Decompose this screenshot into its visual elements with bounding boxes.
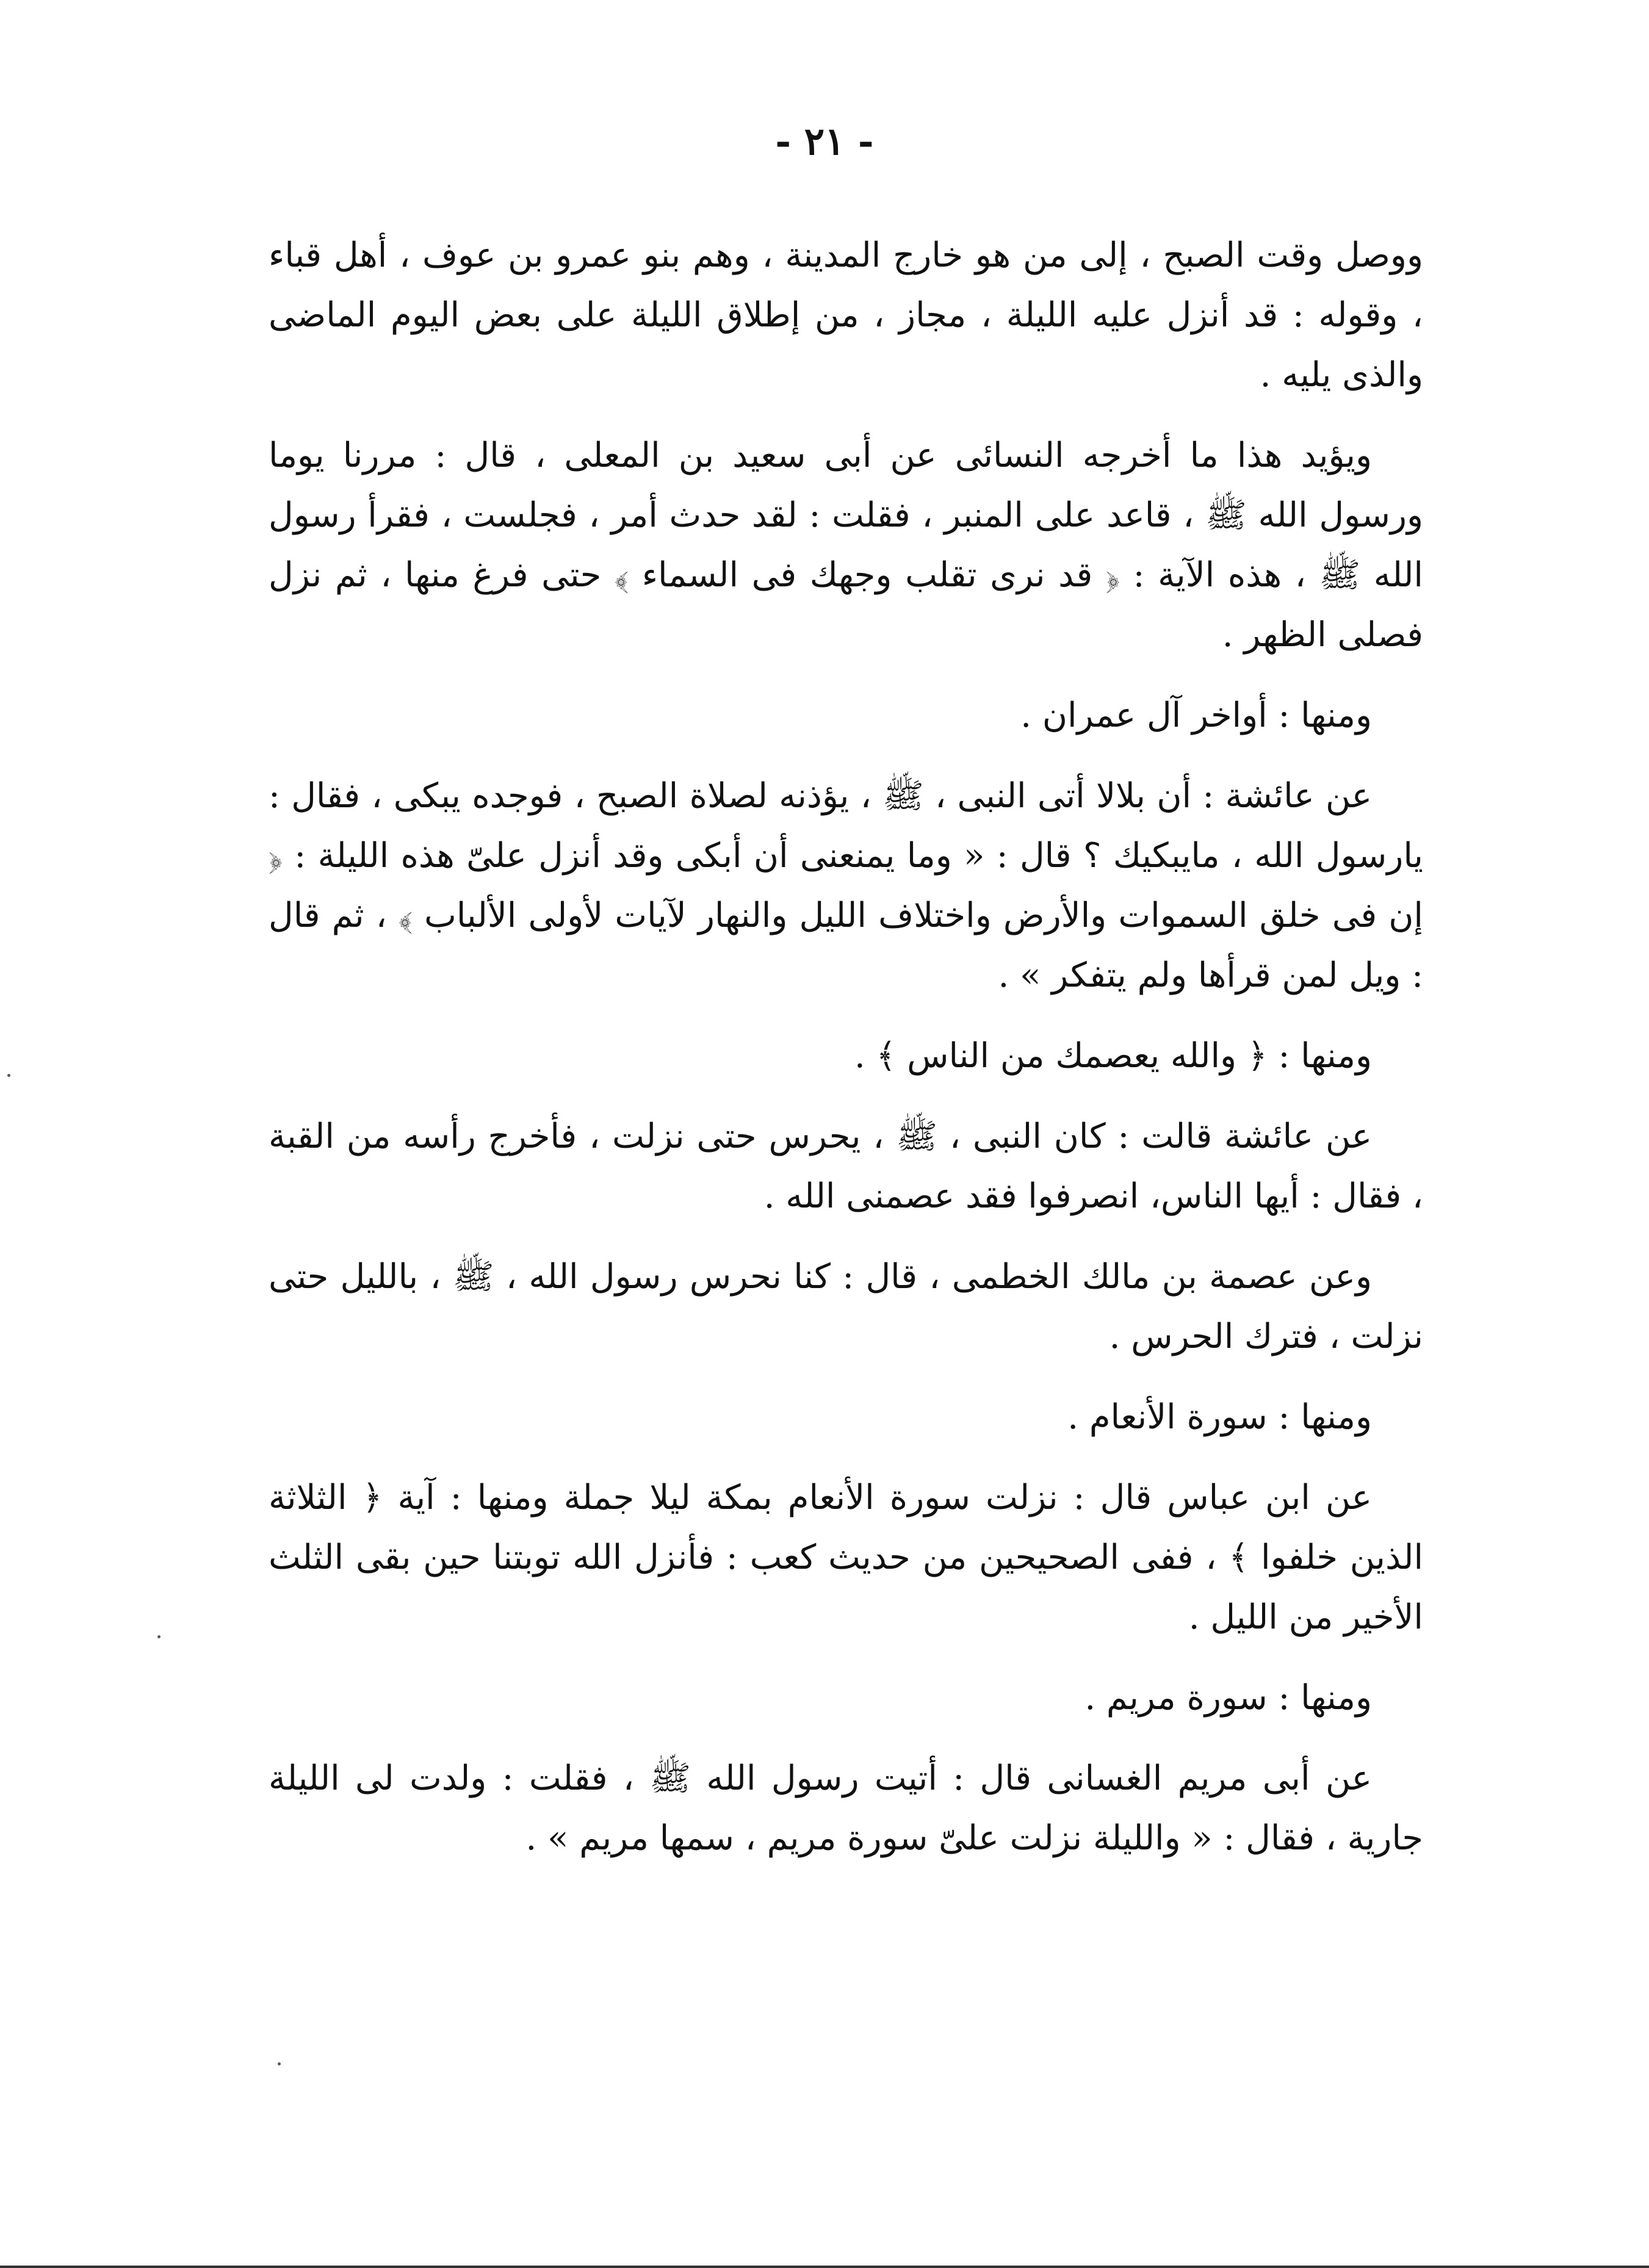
scan-speck — [278, 2062, 281, 2065]
paragraph-ibn-abbas: عن ابن عباس قال : نزلت سورة الأنعام بمكة ليلا جملة ومنها : آية ﴿ الثلاثة الذين خلفوا ﴾ ، ففى الصحيحين من حديث كعب : فأنزل الله توبتنا حين بقى الثلث الأخير من الليل . — [269, 1478, 1424, 1637]
paragraph-aisha-bilal: عن عائشة : أن بلالا أتى النبى ، ﷺ ، يؤذنه لصلاة الصبح ، فوجده يبكى ، فقال : يارسول الله ، مايبكيك ؟ قال : « وما يمنعنى أن أبكى وقد أنزل علىّ هذه الليلة : ﴿ إن فى خلق السموات والأرض واختلاف الليل والنهار لآيات لأولى الألباب ﴾ ، ثم قال : ويل لمن قرأها ولم يتفكر » . — [269, 776, 1423, 995]
paragraph-nasai-hadith: ويؤيد هذا ما أخرجه النسائى عن أبى سعيد بن المعلى ، قال : مررنا يوما ورسول الله ﷺ ، قاعد على المنبر ، فقلت : لقد حدث أمر ، فجلست ، فقرأ رسول الله ﷺ ، هذه الآية : ﴿ قد نرى تقلب وجهك فى السماء ﴾ حتى فرغ منها ، ثم نزل فصلى الظهر . — [269, 436, 1423, 655]
scan-speck — [7, 1074, 10, 1077]
page-number: - ٢١ - — [775, 119, 874, 164]
paragraph-continuation: ووصل وقت الصبح ، إلى من هو خارج المدينة ، وهم بنو عمرو بن عوف ، أهل قباء ، وقوله : قد أنزل عليه الليلة ، مجاز ، من إطلاق الليلة على بعض اليوم الماضى والذى يليه . — [269, 236, 1423, 395]
paragraph-ismah-khatmi: وعن عصمة بن مالك الخطمى ، قال : كنا نحرس رسول الله ، ﷺ ، بالليل حتى نزلت ، فترك الحرس . — [269, 1257, 1423, 1356]
page-bottom-edge — [0, 2266, 1649, 2268]
paragraph-abu-maryam: عن أبى مريم الغسانى قال : أتيت رسول الله ﷺ ، فقلت : ولدت لى الليلة جارية ، فقال : « والليلة نزلت علىّ سورة مريم ، سمها مريم » . — [269, 1759, 1423, 1858]
section-heading-al-imran: ومنها : أواخر آل عمران . — [1020, 696, 1372, 735]
section-heading-yasimuka: ومنها : ﴿ والله يعصمك من الناس ﴾ . — [854, 1036, 1372, 1076]
section-heading-maryam: ومنها : سورة مريم . — [1084, 1678, 1372, 1718]
scan-speck — [157, 1635, 161, 1638]
paragraph-aisha-guard: عن عائشة قالت : كان النبى ، ﷺ ، يحرس حتى نزلت ، فأخرج رأسه من القبة ، فقال : أيها الناس، انصرفوا فقد عصمنى الله . — [269, 1117, 1423, 1216]
section-heading-anam: ومنها : سورة الأنعام . — [1067, 1397, 1372, 1437]
body-text — [269, 226, 1423, 1889]
